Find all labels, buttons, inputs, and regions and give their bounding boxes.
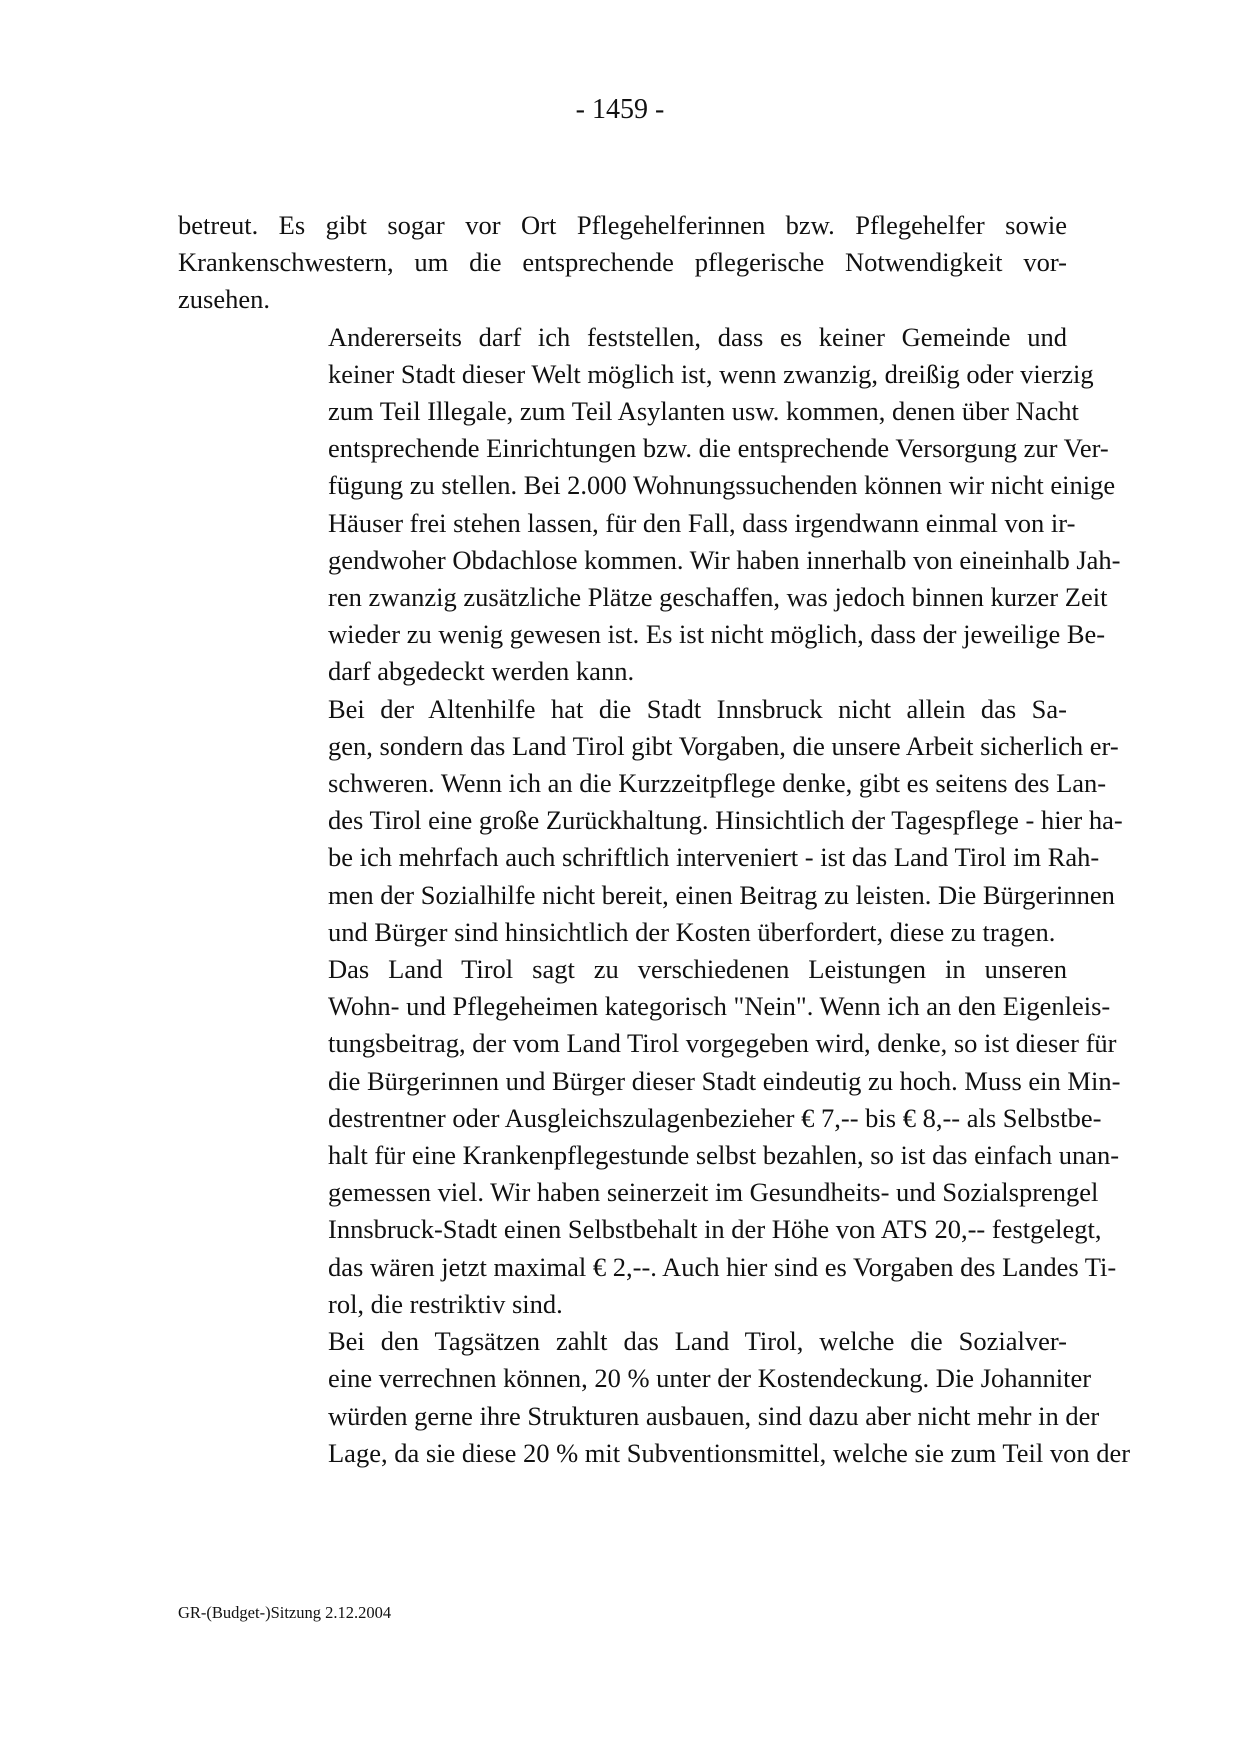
text-line: und Bürger sind hinsichtlich der Kosten überfordert, diese zu tragen. [328, 916, 1056, 947]
paragraph [178, 691, 1123, 951]
text-line: Lage, da sie diese 20 % mit Subventionsmittel, welche sie zum Teil von der [328, 1437, 1131, 1468]
text-line: rol, die restriktiv sind. [328, 1288, 563, 1319]
text-line: destrentner oder Ausgleichszulagenbezieher € 7,-- bis € 8,-- als Selbstbe- [328, 1102, 1102, 1133]
text-line: zusehen. [178, 284, 270, 315]
text-line: darf abgedeckt werden kann. [328, 656, 635, 687]
text-line: Bei der Altenhilfe hat die Stadt Innsbruck nicht allein das Sa- [328, 693, 1067, 724]
text-line: men der Sozialhilfe nicht bereit, einen Beitrag zu leisten. Die Bürgerinnen [328, 879, 1115, 910]
text-line: Wohn- und Pflegeheimen kategorisch "Nein". Wenn ich an den Eigenleis- [328, 991, 1111, 1022]
text-line: Andererseits darf ich feststellen, dass es keiner Gemeinde und [328, 321, 1067, 352]
text-line: be ich mehrfach auch schriftlich interveniert - ist das Land Tirol im Rah- [328, 842, 1100, 873]
text-line: halt für eine Krankenpflegestunde selbst bezahlen, so ist das einfach unan- [328, 1140, 1120, 1171]
page-number: - 1459 - [575, 94, 665, 125]
body-text [178, 207, 1131, 1472]
text-line: wieder zu wenig gewesen ist. Es ist nicht möglich, dass der jeweilige Be- [328, 619, 1106, 650]
text-line: Krankenschwestern, um die entsprechende pflegerische Notwendigkeit vor- [178, 247, 1067, 278]
footer-session-date: GR-(Budget-)Sitzung 2.12.2004 [178, 1603, 392, 1622]
paragraph [178, 319, 1121, 691]
text-line: gen, sondern das Land Tirol gibt Vorgaben, die unsere Arbeit sicherlich er- [328, 730, 1119, 761]
text-line: ren zwanzig zusätzliche Plätze geschaffen, was jedoch binnen kurzer Zeit [328, 582, 1108, 613]
text-line: betreut. Es gibt sogar vor Ort Pflegehelferinnen bzw. Pflegehelfer sowie [178, 210, 1067, 240]
text-line: zum Teil Illegale, zum Teil Asylanten usw. kommen, denen über Nacht [328, 396, 1079, 427]
text-line: des Tirol eine große Zurückhaltung. Hinsichtlich der Tagespflege - hier ha- [328, 805, 1123, 836]
text-line: gendwoher Obdachlose kommen. Wir haben innerhalb von eineinhalb Jah- [328, 544, 1121, 575]
paragraph [178, 951, 1121, 1323]
text-line: eine verrechnen können, 20 % unter der Kostendeckung. Die Johanniter [328, 1363, 1092, 1394]
text-line: die Bürgerinnen und Bürger dieser Stadt eindeutig zu hoch. Muss ein Min- [328, 1065, 1121, 1096]
text-line: fügung zu stellen. Bei 2.000 Wohnungssuchenden können wir nicht einige [328, 470, 1116, 501]
text-line: würden gerne ihre Strukturen ausbauen, sind dazu aber nicht mehr in der [328, 1400, 1100, 1431]
paragraph [178, 1323, 1131, 1472]
text-line: Innsbruck-Stadt einen Selbstbehalt in der Höhe von ATS 20,-- festgelegt, [328, 1214, 1102, 1245]
text-line: schweren. Wenn ich an die Kurzzeitpflege denke, gibt es seitens des Lan- [328, 768, 1107, 799]
paragraph [178, 207, 1067, 319]
text-line: tungsbeitrag, der vom Land Tirol vorgegeben wird, denke, so ist dieser für [328, 1028, 1117, 1059]
text-line: keiner Stadt dieser Welt möglich ist, wenn zwanzig, dreißig oder vierzig [328, 358, 1094, 389]
text-line: das wären jetzt maximal € 2,--. Auch hier sind es Vorgaben des Landes Ti- [328, 1251, 1117, 1282]
text-line: Häuser frei stehen lassen, für den Fall, dass irgendwann einmal von ir- [328, 507, 1076, 538]
text-line: Bei den Tagsätzen zahlt das Land Tirol, welche die Sozialver- [328, 1326, 1067, 1357]
text-line: gemessen viel. Wir haben seinerzeit im Gesundheits- und Sozialsprengel [328, 1177, 1099, 1208]
text-line: Das Land Tirol sagt zu verschiedenen Leistungen in unseren [328, 954, 1067, 985]
text-line: entsprechende Einrichtungen bzw. die entsprechende Versorgung zur Ver- [328, 433, 1109, 464]
